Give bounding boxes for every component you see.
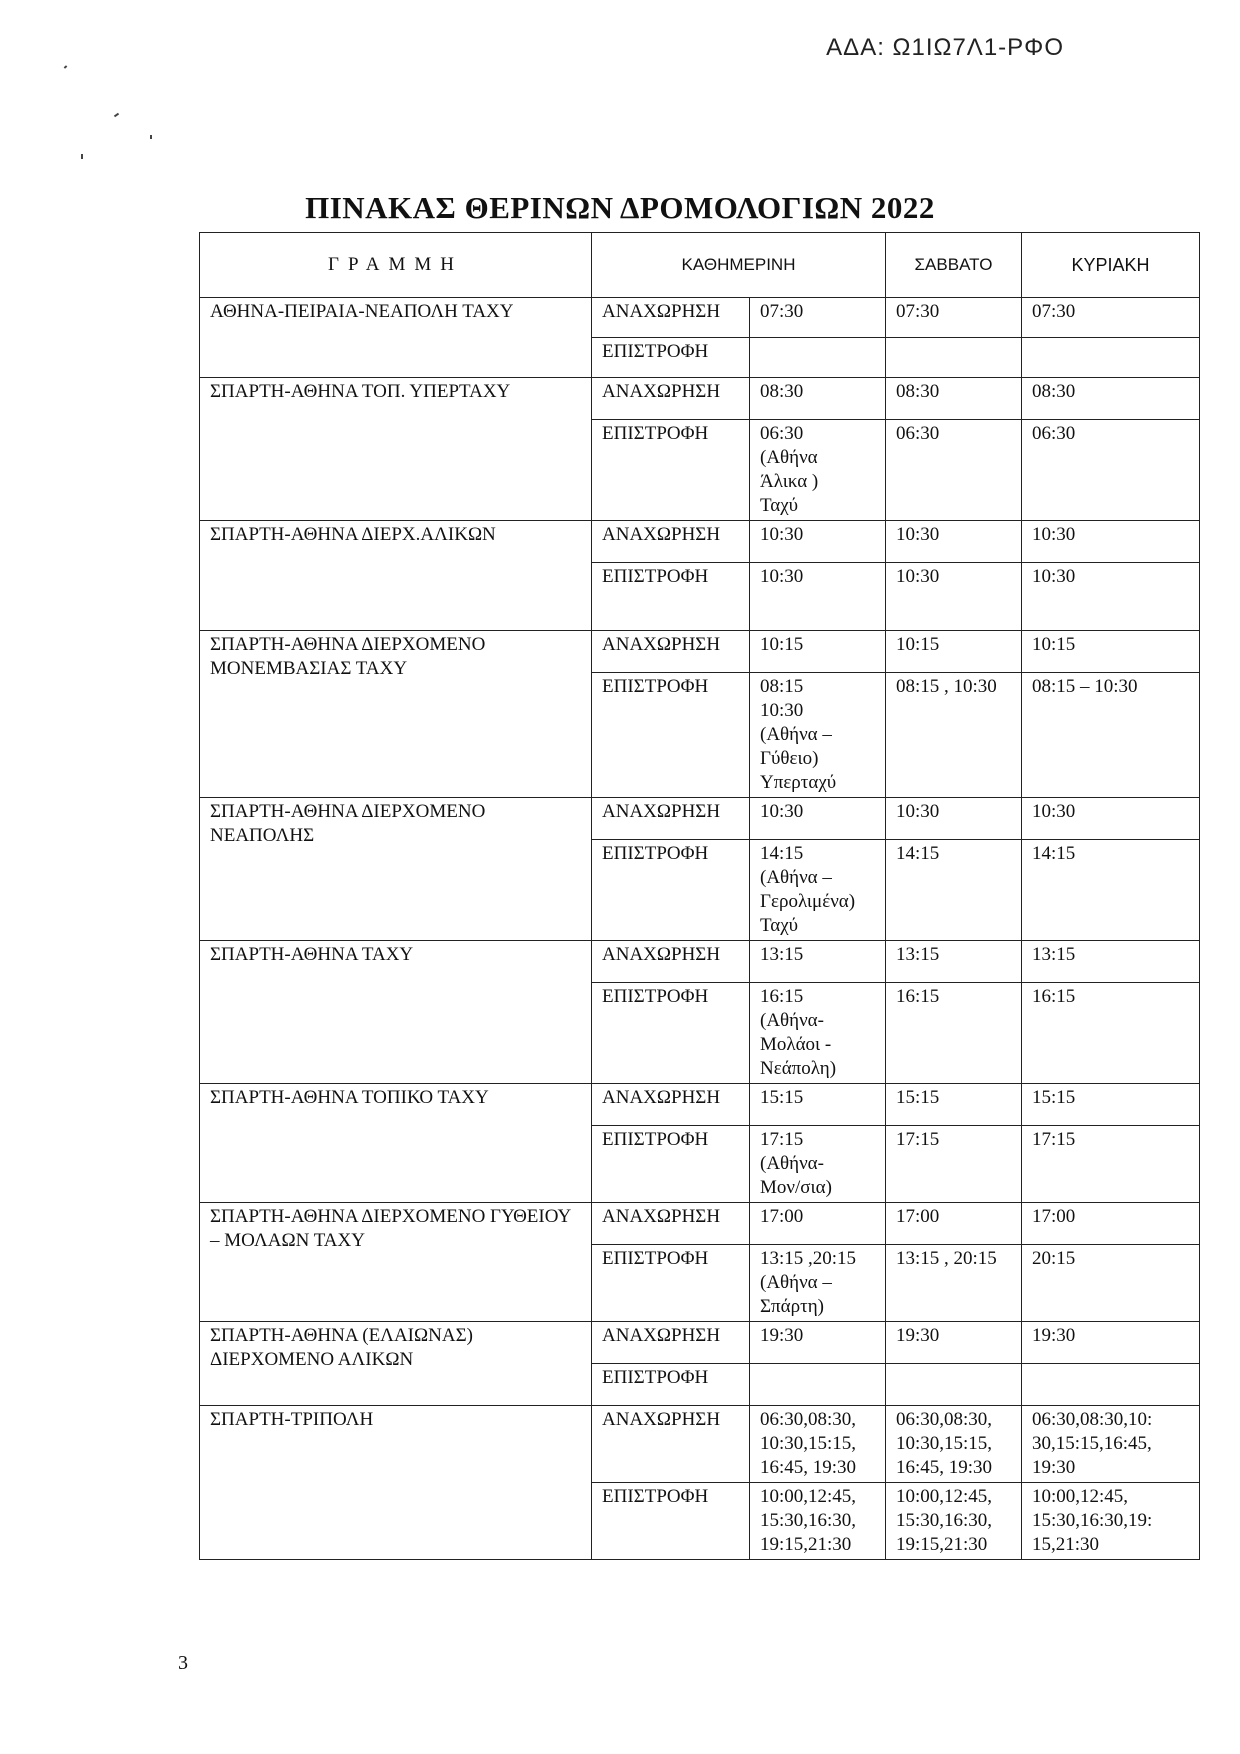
route-name: ΣΠΑΡΤΗ-ΑΘΗΝΑ ΔΙΕΡΧ.ΑΛΙΚΩΝ [200,521,592,631]
sunday-time: 19:30 [1022,1322,1200,1364]
weekday-time: 10:30 [750,521,886,563]
sunday-time: 16:15 [1022,983,1200,1084]
sunday-time: 10:30 [1022,798,1200,840]
weekday-time: 13:15 [750,941,886,983]
direction-cell: ΕΠΙΣΤΡΟΦΗ [592,1126,750,1203]
header-row [200,233,1200,298]
ada-code: ΑΔΑ: Ω1ΙΩ7Λ1-ΡΦΟ [826,34,1064,61]
direction-cell: ΑΝΑΧΩΡΗΣΗ [592,378,750,420]
weekday-time: 13:15 ,20:15 (Αθήνα – Σπάρτη) [750,1245,886,1322]
saturday-time: 06:30,08:30, 10:30,15:15, 16:45, 19:30 [886,1406,1022,1483]
sunday-time: 06:30 [1022,420,1200,521]
sunday-time: 15:15 [1022,1084,1200,1126]
direction-cell: ΑΝΑΧΩΡΗΣΗ [592,631,750,673]
saturday-time: 10:00,12:45, 15:30,16:30, 19:15,21:30 [886,1483,1022,1560]
saturday-time [886,338,1022,378]
direction-cell: ΕΠΙΣΤΡΟΦΗ [592,1483,750,1560]
direction-cell: ΕΠΙΣΤΡΟΦΗ [592,673,750,798]
page-title: ΠΙΝΑΚΑΣ ΘΕΡΙΝΩΝ ΔΡΟΜΟΛΟΓΙΩΝ 2022 [305,190,935,225]
route-name: ΑΘΗΝΑ-ΠΕΙΡΑΙΑ-ΝΕΑΠΟΛΗ ΤΑΧΥ [200,298,592,378]
weekday-time [750,338,886,378]
weekday-time: 10:30 [750,563,886,631]
route-name: ΣΠΑΡΤΗ-ΑΘΗΝΑ ΔΙΕΡΧΟΜΕΝΟ ΓΥΘΕΙΟΥ – ΜΟΛΑΩΝ ΤΑΧΥ [200,1203,592,1322]
route-name: ΣΠΑΡΤΗ-ΑΘΗΝΑ ΔΙΕΡΧΟΜΕΝΟ ΜΟΝΕΜΒΑΣΙΑΣ ΤΑΧΥ [200,631,592,798]
table-row [200,941,1200,983]
direction-cell: ΑΝΑΧΩΡΗΣΗ [592,1203,750,1245]
sunday-time: 08:30 [1022,378,1200,420]
table-row [200,521,1200,563]
direction-cell: ΑΝΑΧΩΡΗΣΗ [592,298,750,338]
sunday-time: 20:15 [1022,1245,1200,1322]
weekday-time [750,1364,886,1406]
direction-cell: ΕΠΙΣΤΡΟΦΗ [592,420,750,521]
route-name: ΣΠΑΡΤΗ-ΑΘΗΝΑ ΤΟΠ. ΥΠΕΡΤΑΧΥ [200,378,592,521]
saturday-time: 10:30 [886,798,1022,840]
saturday-time: 13:15 , 20:15 [886,1245,1022,1322]
scan-speck [81,154,83,159]
saturday-time: 07:30 [886,298,1022,338]
weekday-time: 10:15 [750,631,886,673]
saturday-time: 15:15 [886,1084,1022,1126]
direction-cell: ΑΝΑΧΩΡΗΣΗ [592,798,750,840]
schedule-table [199,232,1200,1560]
weekday-time: 16:15 (Αθήνα- Μολάοι - Νεάπολη) [750,983,886,1084]
weekday-time: 10:00,12:45, 15:30,16:30, 19:15,21:30 [750,1483,886,1560]
table-row [200,298,1200,338]
direction-cell: ΕΠΙΣΤΡΟΦΗ [592,983,750,1084]
sunday-time: 17:15 [1022,1126,1200,1203]
saturday-time: 16:15 [886,983,1022,1084]
header-weekday: ΚΑΘΗΜΕΡΙΝΗ [592,233,886,298]
sunday-time: 10:15 [1022,631,1200,673]
saturday-time: 10:15 [886,631,1022,673]
direction-cell: ΑΝΑΧΩΡΗΣΗ [592,1084,750,1126]
saturday-time: 08:30 [886,378,1022,420]
saturday-time [886,1364,1022,1406]
direction-cell: ΕΠΙΣΤΡΟΦΗ [592,1245,750,1322]
saturday-time: 17:00 [886,1203,1022,1245]
weekday-time: 17:15 (Αθήνα- Μον/σια) [750,1126,886,1203]
weekday-time: 17:00 [750,1203,886,1245]
sunday-time: 08:15 – 10:30 [1022,673,1200,798]
schedule-body [200,298,1200,1560]
scan-speck [64,65,68,68]
weekday-time: 14:15 (Αθήνα – Γερολιμένα) Ταχύ [750,840,886,941]
sunday-time: 07:30 [1022,298,1200,338]
route-name: ΣΠΑΡΤΗ-ΑΘΗΝΑ ΔΙΕΡΧΟΜΕΝΟ ΝΕΑΠΟΛΗΣ [200,798,592,941]
saturday-time: 14:15 [886,840,1022,941]
sunday-time: 10:00,12:45, 15:30,16:30,19: 15,21:30 [1022,1483,1200,1560]
direction-cell: ΕΠΙΣΤΡΟΦΗ [592,1364,750,1406]
direction-cell: ΑΝΑΧΩΡΗΣΗ [592,1322,750,1364]
weekday-time: 06:30 (Αθήνα Άλικα ) Ταχύ [750,420,886,521]
weekday-time: 10:30 [750,798,886,840]
sunday-time [1022,1364,1200,1406]
scan-speck [114,113,119,118]
scan-speck [150,135,152,139]
direction-cell: ΑΝΑΧΩΡΗΣΗ [592,521,750,563]
weekday-time: 06:30,08:30, 10:30,15:15, 16:45, 19:30 [750,1406,886,1483]
direction-cell: ΕΠΙΣΤΡΟΦΗ [592,563,750,631]
sunday-time: 17:00 [1022,1203,1200,1245]
route-name: ΣΠΑΡΤΗ-ΑΘΗΝΑ ΤΑΧΥ [200,941,592,1084]
route-name: ΣΠΑΡΤΗ-ΑΘΗΝΑ (ΕΛΑΙΩΝΑΣ) ΔΙΕΡΧΟΜΕΝΟ ΑΛΙΚΩΝ [200,1322,592,1406]
weekday-time: 15:15 [750,1084,886,1126]
weekday-time: 07:30 [750,298,886,338]
weekday-time: 08:30 [750,378,886,420]
sunday-time [1022,338,1200,378]
table-row [200,1406,1200,1483]
direction-cell: ΑΝΑΧΩΡΗΣΗ [592,1406,750,1483]
sunday-time: 10:30 [1022,521,1200,563]
table-row [200,631,1200,673]
table-row [200,798,1200,840]
sunday-time: 14:15 [1022,840,1200,941]
header-sunday: ΚΥΡΙΑΚΗ [1022,233,1200,298]
saturday-time: 13:15 [886,941,1022,983]
saturday-time: 19:30 [886,1322,1022,1364]
header-line: ΓΡΑΜΜΗ [200,233,592,298]
saturday-time: 10:30 [886,521,1022,563]
weekday-time: 08:15 10:30 (Αθήνα – Γύθειο) Υπερταχύ [750,673,886,798]
header-saturday: ΣΑΒΒΑΤΟ [886,233,1022,298]
saturday-time: 17:15 [886,1126,1022,1203]
table-row [200,1084,1200,1126]
table-row [200,378,1200,420]
direction-cell: ΕΠΙΣΤΡΟΦΗ [592,338,750,378]
page-number: 3 [178,1652,188,1674]
saturday-time: 08:15 , 10:30 [886,673,1022,798]
route-name: ΣΠΑΡΤΗ-ΑΘΗΝΑ ΤΟΠΙΚΟ ΤΑΧΥ [200,1084,592,1203]
saturday-time: 06:30 [886,420,1022,521]
weekday-time: 19:30 [750,1322,886,1364]
table-row [200,1322,1200,1364]
sunday-time: 10:30 [1022,563,1200,631]
direction-cell: ΕΠΙΣΤΡΟΦΗ [592,840,750,941]
table-row [200,1203,1200,1245]
sunday-time: 13:15 [1022,941,1200,983]
sunday-time: 06:30,08:30,10: 30,15:15,16:45, 19:30 [1022,1406,1200,1483]
route-name: ΣΠΑΡΤΗ-ΤΡΙΠΟΛΗ [200,1406,592,1560]
saturday-time: 10:30 [886,563,1022,631]
direction-cell: ΑΝΑΧΩΡΗΣΗ [592,941,750,983]
